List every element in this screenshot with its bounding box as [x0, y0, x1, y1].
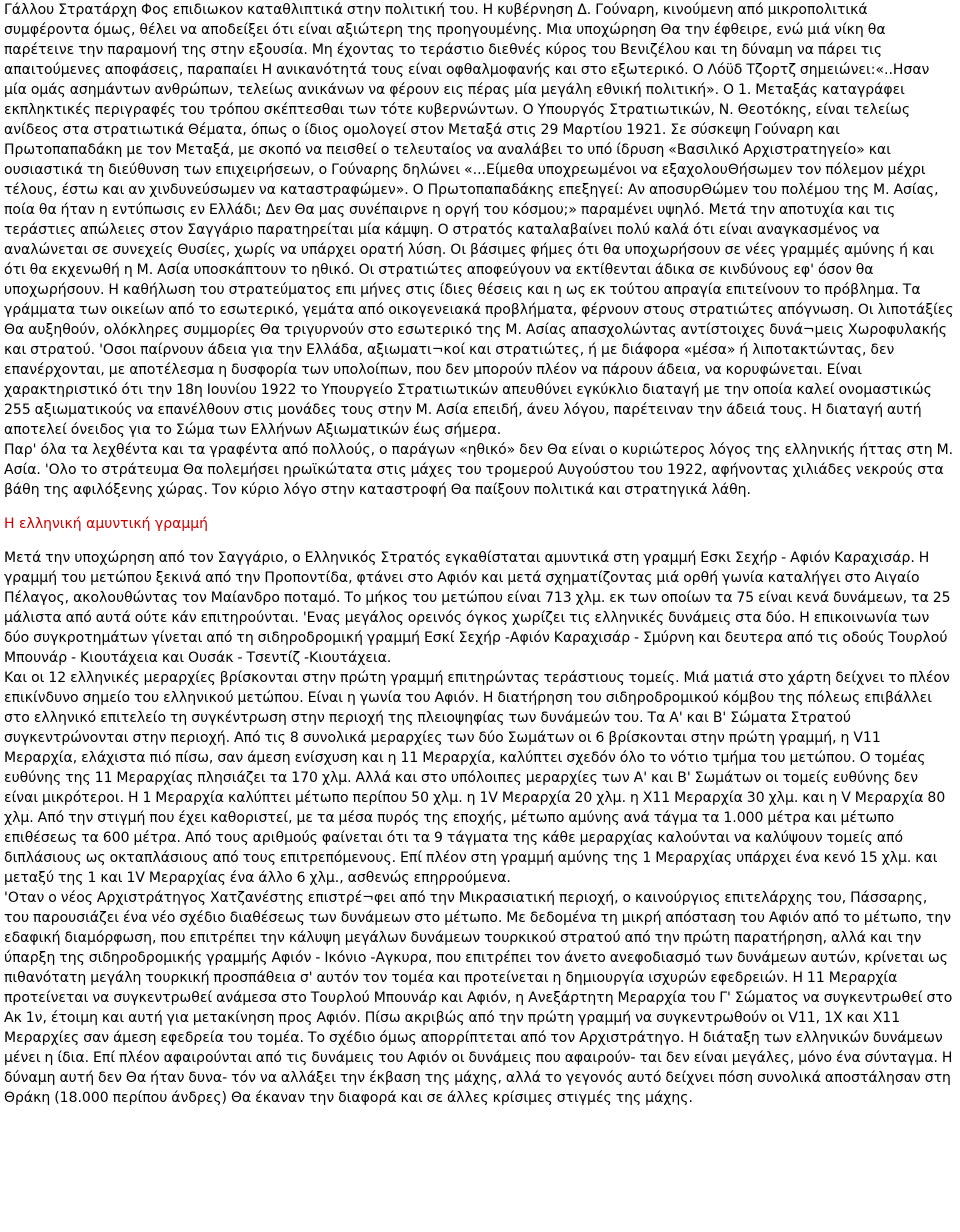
- body-paragraph: Μετά την υποχώρηση από τον Σαγγάριο, ο Ελληνικός Στρατός εγκαθίσταται αμυντικά στη γραμμή Εσκι Σεχήρ - Αφιόν Καραχισάρ. Η γραμμή του μετώπου ξεκινά από την Προποντίδα, φτάνει στο Αφιόν και μετά σχηματίζοντας μιά ορθή γωνία καταλήγει στο Αιγαίο Πέλαγος, ακολουθώντας τον Μαίανδρο ποταμό. Το μήκος του μετώπου είναι 713 χλμ. εκ των οποίων τα 75 είναι κενά δυνάμεων, τα 25 μάλιστα από αυτά ούτε κάν επιτηρούνται. 'Ενας μεγάλος ορεινός όγκος χωρίζει τις ελληνικές δυνάμεις στα δύο. Η επικοινωνία των δύο συγκροτημάτων γίνεται από τη σιδηροδρομική γραμμή Εσκί Σεχήρ -Αφιόν Καραχισάρ - Σμύρνη και δευτερα από τις οδούς Τουρλού Μπουνάρ - Κιουτάχεια και Ουσάκ - Τσεντίζ -Κιουτάχεια.: [4, 550, 951, 666]
- body-paragraph: Γάλλου Στρατάρχη Φος επιδιωκον καταθλιπτικά στην πολιτική του. Η κυβέρνηση Δ. Γούναρη, κινούμενη από μικροπολιτικά συμφέροντα όμως, θέλει να αποδείξει ότι είναι αξιώτερη της προηγουμένης. Μια υποχώρηση Θα την έφθειρε, ενώ μιά νίκη θα παρέτεινε την παραμονή της στην εξουσία. Μη έχοντας το τεράστιο διεθνές κύρος του Βενιζέλου και τη δύναμη να πάρει τις απαιτούμενες αποφάσεις, παραπαίει Η ανικανότητά τους είναι οφθαλμοφανής και στο εξωτερικό. Ο Λόϋδ Τζορτζ σημειώνει:«..Ησαν μία ομάς ασημάντων ανθρώπων, τελείως ανικάνων να φέρουν εις πέρας μία μεγάλη εθνική πολιτική». Ο 1. Μεταξάς καταγράφει εκπληκτικές περιγραφές του τρόπου σκέπτεσθαι των τότε κυβερνώντων. Ο Υπουργός Στρατιωτικών, Ν. Θεοτόκης, είναι τελείως ανίδεος στα στρατιωτικά Θέματα, όπως ο ίδιος ομολογεί στον Μεταξά στις 29 Μαρτίου 1921. Σε σύσκεψη Γούναρη και Πρωτοπαπαδάκη με τον Μεταξά, με σκοπό να πεισθεί ο τελευταίος να αναλάβει το υπό ίδρυση «Βασιλικό Αρχιστρατηγείο» και ουσιαστικά τη διεύθυνση των επιχειρήσεων, ο Γούναρης δηλώνει «...Είμεθα υποχρεωμένοι να εξαχολουΘήσωμεν τον πόλεμον μέχρι τέλους, έστω και αν χινδυνεύσωμεν να καταστραφώμεν». Ο Πρωτοπαπαδάκης επεξηγεί: Αν αποσυρΘώμεν του πολέμου της Μ. Ασίας, ποία θα ήταν η εντύπωσις εν Ελλάδι; Δεν Θα μας συνέπαιρνε η οργή του κόσμου;» παραμένει υψηλό. Μετά την αποτυχία και τις τεράστιες απώλειες στον Σαγγάριο παρατηρείται μία κάμψη. Ο στρατός καταλαβαίνει πολύ καλά ότι είναι αναγκασμένος να αναλώνεται σε συνεχείς Θυσίες, χωρίς να υπάρχει ορατή λύση. Οι βάσιμες φήμες ότι θα υποχωρήσουν σε νέες γραμμές αμύνης ή και ότι θα εκχενωθή η Μ. Ασία υποσκάπτουν το ηθικό. Οι στρατιώτες αποφεύγουν να εκτίθενται άδικα σε κινδύνους εφ' όσον θα υποχωρήσουν. Η καθήλωση του στρατεύματος επι μήνες στις ίδιες θέσεις και η ως εκ τούτου απραγία επιτείνουν το πρόβλημα. Τα γράμματα των οικείων από το εσωτερικό, γεμάτα από οικογενειακά προβλήματα, φέρνουν στους στρατιώτες απόγνωση. Οι λιποτάξίες Θα αυξηθούν, ολόκληρες συμμορίες Θα τριγυρνούν στο εσωτερικό της Μ. Ασίας απασχολώντας αντίστοιχες δυνά¬μεις Χωροφυλακής και στρατού. 'Οσοι παίρνουν άδεια για την Ελλάδα, αξιωματι¬κοί και στρατιώτες, ή με διάφορα «μέσα» ή λιποτακτώντας, δεν επανέρχονται, με αποτέλεσμα η δυσφορία των υπολοίπων, που δεν μπορούν πλέον να πάρουν άδεια, να κορυφώνεται. Είναι χαρακτηριστικό ότι την 18η Ιουνίου 1922 το Υπουργείο Στρατιωτικών απευθύνει εγκύκλιο διαταγή με την οποία καλεί ονομαστικώς 255 αξιωματικούς να επανέλθουν στις μονάδες τους στην Μ. Ασία επειδή, άνευ λόγου, παρέτειναν την άδειά τους. Η διαταγή αυτή αποτελεί όνειδος για το Σώμα των Ελλήνων Αξιωματικών έως σήμερα.: [4, 2, 954, 438]
- body-paragraph: στο ελληνικό επιτελείο τη συγκέντρωση στην περιοχή της πλειοψηφίας των δυνάμεών του. Τα Α' και Β' Σώματα Στρατού συγκεντρώνονται στην περιοχή. Από τις 8 συνολικά μεραρχίες των δύο Σωμάτων οι 6 βρίσκονται στην πρώτη γραμμή, η V11 Μεραρχία, ελάχιστα πιό πίσω, σαν άμεση ενίσχυση και η 11 Μεραρχία, καλύπτει σχεδόν όλο το νότιο τμήμα του μετώπου. Ο τομέας ευθύνης της 11 Μεραρχίας πλησιάζει τα 170 χλμ. Αλλά και στο υπόλοιπες μεραρχίες των Α' και Β' Σωμάτων οι τομείς ευθύνης δεν είναι μικρότεροι. Η 1 Μεραρχία καλύπτει μέτωπο περίπου 50 χλμ. η 1V Μεραρχία 20 χλμ. η Χ11 Μεραρχία 30 χλμ. και η V Μεραρχία 80 χλμ. Από την στιγμή που έχει καθοριστεί, με τα μέσα πυρός της εποχής, μέτωπο αμύνης ανά τάγμα τα 1.000 μέτρα και μέτωπο επιθέσεως τα 600 μέτρα. Από τους αριθμούς φαίνεται ότι τα 9 τάγματα της κάθε μεραρχίας καλούνται να καλύψουν τομείς από διπλάσιους ως οκταπλάσιους από τους επιτρεπόμενους. Επί πλέον στη γραμμή αμύνης της 1 Μεραρχίας υπάρχει ένα κενό 15 χλμ. και μεταξύ της 1 και 1V Μεραρχίας ένα άλλο 6 χλμ., ασθενώς επηρρούμενα.: [4, 710, 946, 886]
- section-heading: Η ελληνική αμυντική γραμμή: [4, 516, 209, 532]
- body-paragraph: Παρ' όλα τα λεχθέντα και τα γραφέντα από πολλούς, ο παράγων «ηθικό» δεν Θα είναι ο κυριώτερος λόγος της ελληνικής ήττας στη Μ. Ασία. 'Ολο το στράτευμα Θα πολεμήσει ηρωϊκώτατα στις μάχες του τρομερού Αυγούστου του 1922, αφήνοντας χιλιάδες νεκρούς στα βάθη της αφιλόξενης χώρας. Τον κύριο λόγο στην καταστροφή Θα παίξουν πολιτικά και στρατηγικά λάθη.: [4, 442, 954, 498]
- body-paragraph: 'Οταν ο νέος Αρχιστράτηγος Χατζανέστης επιστρέ¬φει από την Μικρασιατική περιοχή, ο καινούργιος επιτελάρχης του, Πάσσαρης, του παρουσιάζει ένα νέο σχέδιο διαθέσεως των δυνάμεων στο μέτωπο. Με δεδομένα τη μικρή απόσταση του Αφιόν από το μέτωπο, την εδαφική διαμόρφωση, που επιτρέπει την κάλυψη μεγάλων δυνάμεων τουρκικού στρατού από την πρώτη παρατήρηση, αλλά και την ύπαρξη της σιδηροδρομικής γραμμής Αφιόν - Ικόνιο -Αγκυρα, που επιτρέπει τον άνετο ανεφοδιασμό των δυνάμεων αυτών, κρίνεται ως πιθανότατη μεγάλη τουρκική προσπάθεια σ' αυτόν τον τομέα και προτείνεται η δημιουργία ισχυρών εφεδρειών. Η 11 Μεραρχία προτείνεται να συγκεντρωθεί ανάμεσα στο Τουρλού Μπουνάρ και Αφιόν, η Ανεξάρτητη Μεραρχία του Γ' Σώματος να συγκεντρωθεί στο Ακ 1ν, έτοιμη και αυτή για μετακίνηση προς Αφιόν. Πίσω ακριβώς από την πρώτη γραμμή να συγκεντρωθούν οι V11, 1Χ και Χ11 Μεραρχίες σαν άμεση εφεδρεία του τομέα. Το σχέδιο όμως απορρίπτεται από τον Αρχιστράτηγο. Η διάταξη των ελληνικών δυνάμεων μένει η ίδια. Επί πλέον αφαιρούνται από τις δυνάμεις του Αφιόν οι δυνάμεις που αφαιρούν- ται δεν είναι μεγάλες, μόνο ένα σύνταγμα. Η δύναμη αυτή δεν Θα ήταν δυνα- τόν να αλλάξει την έκβαση της μάχης, αλλά το γεγονός αυτό δείχνει πόση συνολικά αποστάλησαν στη Θράκη (18.000 περίπου άνδρες) Θα έκαναν την διαφορά και σε άλλες κρίσιμες στιγμές της μάχης.: [4, 890, 953, 1106]
- body-paragraph: Και οι 12 ελληνικές μεραρχίες βρίσκονται στην πρώτη γραμμή επιτηρώντας τεράστιους τομείς. Μιά ματιά στο χάρτη δείχνει το πλέον επικίνδυνο σημείο του ελληνικού μετώπου. Είναι η γωνία του Αφιόν. Η διατήρηση του σιδηροδρομικού κόμβου της πόλεως επιβάλλει: [4, 670, 950, 706]
